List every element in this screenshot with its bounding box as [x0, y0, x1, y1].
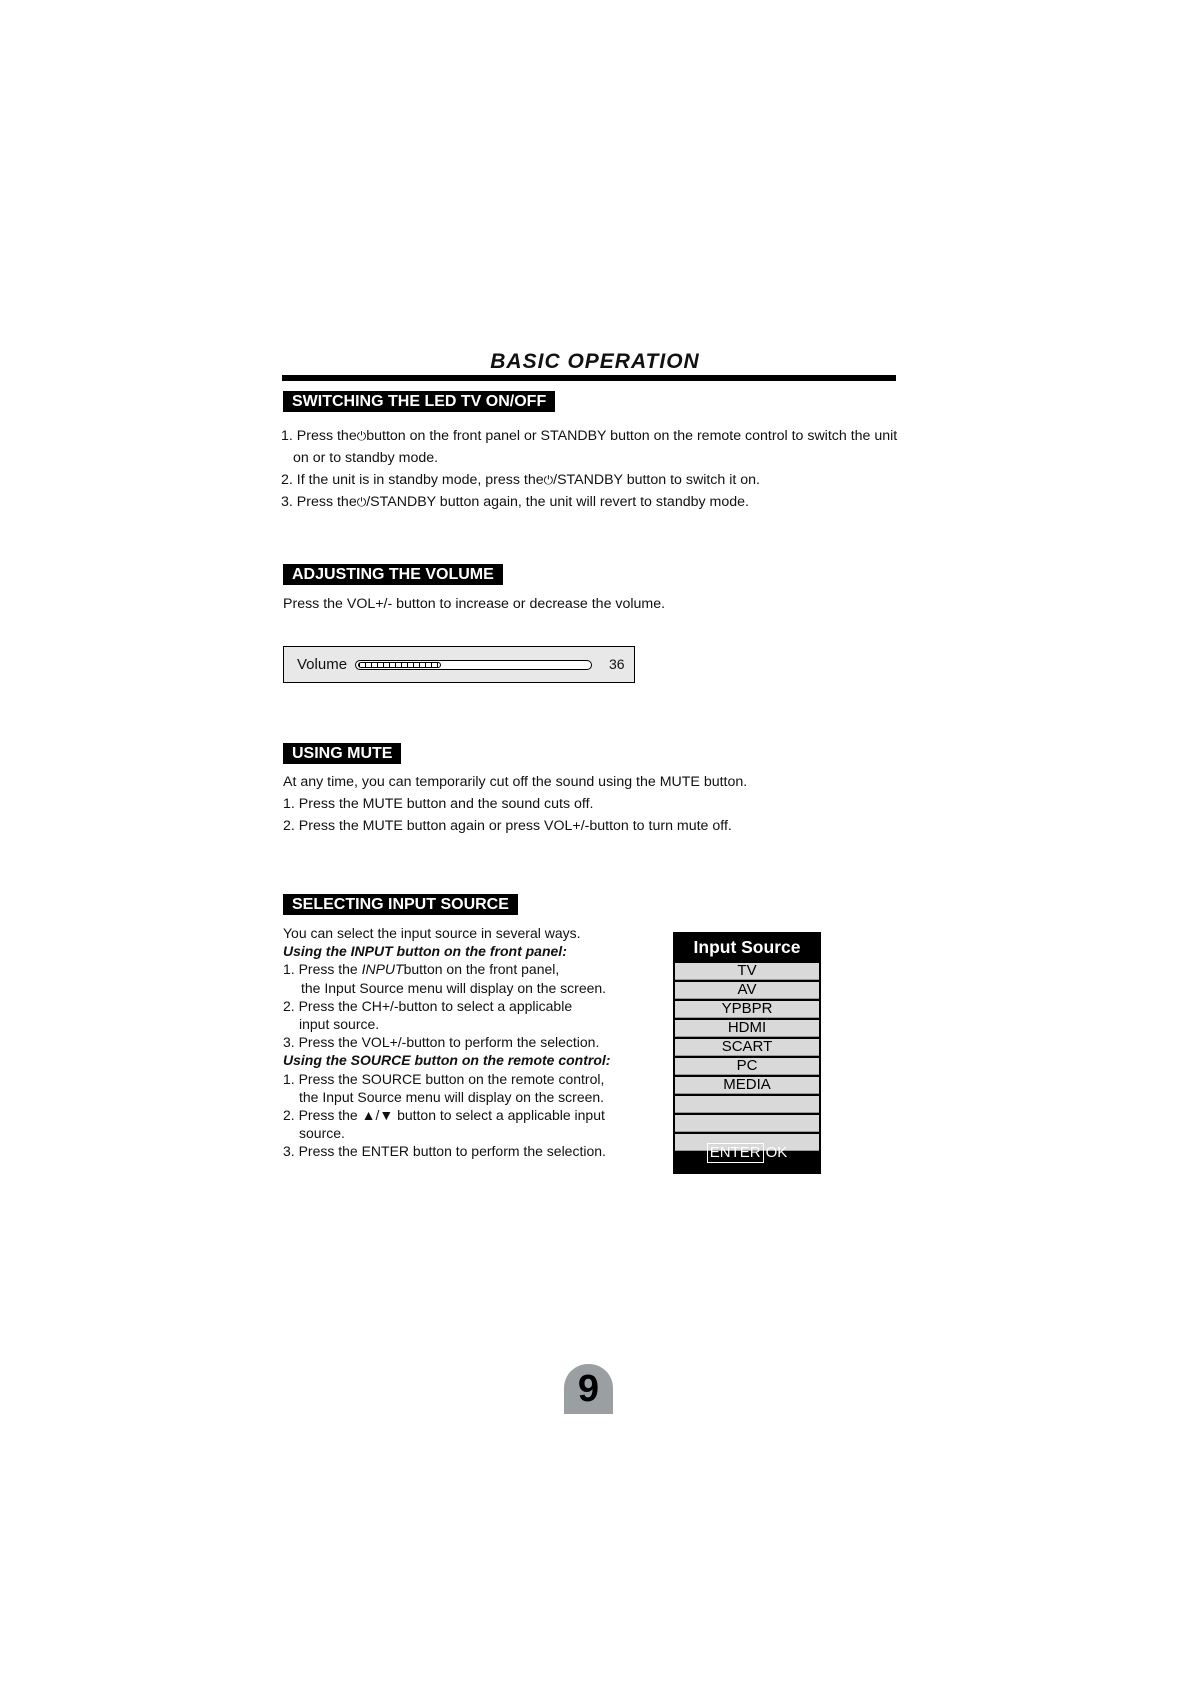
remote-step-2-cont: source.: [299, 1125, 345, 1142]
front-panel-step-2-cont: input source.: [299, 1016, 380, 1033]
switching-line-4: [281, 491, 897, 513]
remote-step-2: 2. Press the ▲/▼ button to select a applicable input: [283, 1107, 605, 1124]
text: 3. Press the: [281, 494, 357, 510]
title-rule: [282, 375, 896, 381]
osd-source-item: HDMI: [675, 1020, 819, 1037]
text: 1. Press the: [283, 961, 362, 978]
input-source-osd: [673, 932, 821, 1174]
mute-line: 2. Press the MUTE button again or press VOL+/-button to turn mute off.: [283, 818, 732, 834]
section-heading-input: SELECTING INPUT SOURCE: [283, 894, 518, 915]
section-heading-switching: SWITCHING THE LED TV ON/OFF: [283, 391, 555, 412]
switching-line-2: on or to standby mode.: [293, 450, 439, 466]
page-number: 9: [577, 1368, 600, 1410]
osd-source-item-empty: [675, 1096, 819, 1113]
text: 2. If the unit is in standby mode, press the: [281, 472, 544, 488]
volume-value: 36: [609, 656, 625, 672]
osd-source-list: [675, 963, 819, 1153]
osd-source-item: SCART: [675, 1039, 819, 1056]
text: button on the front panel or STANDBY button on the remote control to switch the unit: [366, 428, 898, 444]
volume-text: Press the VOL+/- button to increase or decrease the volume.: [283, 596, 666, 612]
front-panel-step-2: 2. Press the CH+/-button to select a applicable: [283, 997, 573, 1014]
text: /STANDBY button to switch it on.: [553, 472, 760, 488]
volume-osd: [283, 646, 635, 683]
page-number-badge: [564, 1364, 613, 1414]
switching-line-3: [281, 469, 897, 491]
power-icon: ⏻: [356, 429, 367, 443]
switching-line-1: [281, 425, 897, 447]
section-heading-mute: USING MUTE: [283, 743, 401, 764]
input-intro: You can select the input source in several ways.: [283, 925, 581, 941]
osd-source-item: AV: [675, 982, 819, 999]
section-heading-volume: ADJUSTING THE VOLUME: [283, 564, 503, 585]
front-panel-step-3: 3. Press the VOL+/-button to perform the selection.: [283, 1034, 600, 1051]
enter-key-label: ENTER: [707, 1143, 764, 1163]
volume-slider-track: [355, 660, 592, 670]
text: /STANDBY button again, the unit will revert to standby mode.: [366, 494, 749, 510]
remote-step-3: 3. Press the ENTER button to perform the selection.: [283, 1143, 606, 1160]
ok-label: OK: [765, 1144, 788, 1161]
osd-footer: [673, 1143, 821, 1163]
volume-slider-fill: [358, 662, 441, 668]
remote-heading: Using the SOURCE button on the remote control:: [283, 1052, 611, 1069]
osd-title: Input Source: [693, 937, 801, 957]
mute-line: At any time, you can temporarily cut off the sound using the MUTE button.: [283, 774, 748, 790]
osd-source-item: PC: [675, 1058, 819, 1075]
osd-source-item: MEDIA: [675, 1077, 819, 1094]
volume-label: Volume: [297, 656, 348, 673]
front-panel-step-1-cont: the Input Source menu will display on the screen.: [301, 979, 607, 996]
remote-step-1-cont: the Input Source menu will display on the screen.: [299, 1088, 605, 1105]
osd-source-item: TV: [675, 963, 819, 980]
power-icon: ⏻: [543, 473, 554, 487]
switching-instructions: [281, 425, 897, 513]
osd-source-item-empty: [675, 1115, 819, 1132]
remote-step-1: 1. Press the SOURCE button on the remote control,: [283, 1070, 605, 1087]
front-panel-heading: Using the INPUT button on the front panel:: [283, 943, 567, 960]
power-icon: ⏻: [356, 495, 367, 509]
osd-source-item: YPBPR: [675, 1001, 819, 1018]
mute-instructions: [283, 771, 747, 837]
text: button on the front panel,: [403, 961, 560, 978]
page-title: BASIC OPERATION: [490, 350, 700, 373]
text: 1. Press the: [281, 428, 357, 444]
mute-line: 1. Press the MUTE button and the sound cuts off.: [283, 796, 594, 812]
front-panel-step-1: [283, 960, 610, 978]
input-instructions: [283, 924, 610, 1161]
input-key: INPUT: [361, 961, 404, 978]
